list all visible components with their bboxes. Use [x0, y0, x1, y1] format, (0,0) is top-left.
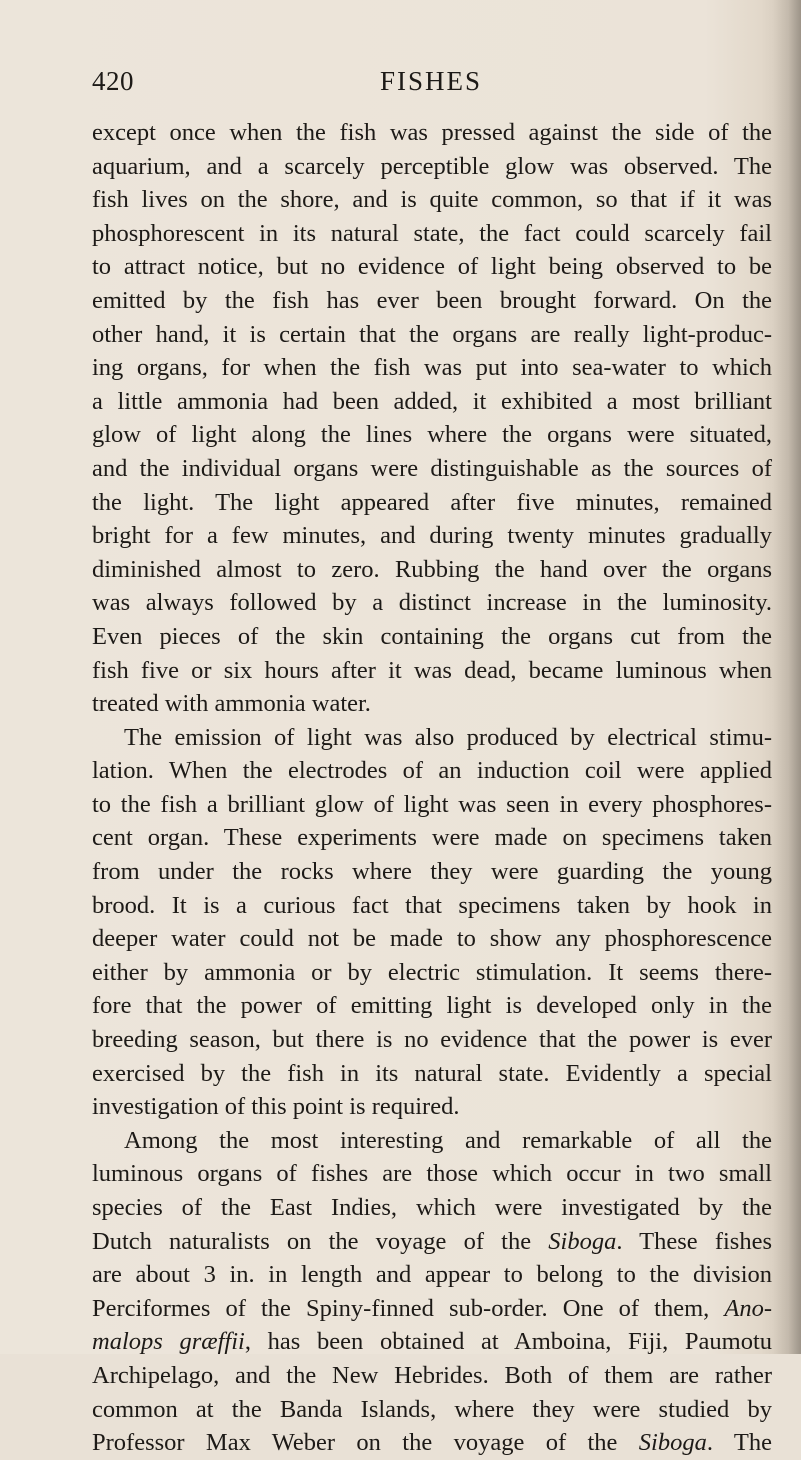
text-line	[92, 1292, 772, 1326]
text-line	[92, 1023, 772, 1057]
text-segment: lation. When the electrodes of an induction coil were applied	[92, 757, 772, 785]
text-segment: fore that the power of emitting light is developed only in the	[92, 992, 772, 1020]
page-header	[0, 66, 801, 106]
text-segment: ing organs, for when the fish was put into sea-water to which	[92, 354, 772, 382]
text-segment: cent organ. These experiments were made on specimens taken	[92, 824, 772, 852]
text-line	[92, 486, 772, 520]
text-line	[92, 1225, 772, 1259]
text-segment: are about 3 in. in length and appear to belong to the division	[92, 1261, 772, 1289]
text-line	[92, 519, 772, 553]
text-line	[92, 721, 772, 755]
text-line	[92, 855, 772, 889]
text-segment: Even pieces of the skin containing the organs cut from the	[92, 622, 772, 650]
text-line	[92, 351, 772, 385]
text-line	[92, 1359, 772, 1393]
text-segment: phosphorescent in its natural state, the fact could scarcely fail	[92, 219, 772, 247]
text-segment: bright for a few minutes, and during twenty minutes gradually	[92, 522, 772, 550]
text-segment: to the fish a brilliant glow of light was seen in every phosphores-	[92, 790, 772, 818]
text-segment: and the individual organs were distinguishable as the sources of	[92, 454, 772, 482]
text-segment: common at the Banda Islands, where they were studied by	[92, 1395, 772, 1423]
text-segment: , has been obtained at Amboina, Fiji, Paumotu	[244, 1328, 772, 1356]
text-segment: The emission of light was also produced by electrical stimu-	[124, 723, 772, 751]
text-line	[92, 1157, 772, 1191]
text-line	[92, 821, 772, 855]
text-line	[92, 956, 772, 990]
text-line	[92, 754, 772, 788]
text-segment: deeper water could not be made to show any phosphorescence	[92, 925, 772, 953]
text-segment: aquarium, and a scarcely perceptible glow was observed. The	[92, 152, 772, 180]
text-line	[92, 1090, 772, 1124]
text-line	[92, 654, 772, 688]
text-segment: fish lives on the shore, and is quite common, so that if it was	[92, 186, 772, 214]
page-number: 420	[92, 66, 134, 96]
text-segment: treated with ammonia water.	[92, 690, 371, 718]
text-segment: except once when the fish was pressed against the side of the	[92, 119, 772, 146]
text-segment: brood. It is a curious fact that specimens taken by hook in	[92, 891, 772, 919]
italic-text: Siboga	[548, 1227, 617, 1255]
text-segment: exercised by the fish in its natural state. Evidently a special	[92, 1059, 772, 1087]
text-line	[92, 318, 772, 352]
text-segment: Dutch naturalists on the voyage of the	[92, 1227, 549, 1255]
text-segment: . These fishes	[616, 1227, 772, 1255]
text-line	[92, 889, 772, 923]
text-line	[92, 989, 772, 1023]
text-segment: glow of light along the lines where the organs were situated,	[92, 421, 772, 449]
text-line	[92, 1325, 772, 1359]
text-line	[92, 788, 772, 822]
text-segment: was always followed by a distinct increase in the luminosity.	[92, 589, 772, 617]
text-line	[92, 418, 772, 452]
text-line	[92, 1426, 772, 1460]
text-line	[92, 620, 772, 654]
text-line	[92, 116, 772, 150]
text-segment: to attract notice, but no evidence of light being observed to be	[92, 253, 772, 281]
text-segment: from under the rocks where they were guarding the young	[92, 858, 772, 886]
italic-text: Ano-	[724, 1294, 772, 1322]
page-edge-shadow	[773, 0, 801, 1354]
text-segment: investigation of this point is required.	[92, 1093, 460, 1121]
text-segment: breeding season, but there is no evidence that the power is ever	[92, 1026, 772, 1054]
text-line	[92, 150, 772, 184]
text-segment: other hand, it is certain that the organs are really light-produc-	[92, 320, 772, 348]
text-line	[92, 553, 772, 587]
text-line	[92, 1258, 772, 1292]
text-segment: diminished almost to zero. Rubbing the hand over the organs	[92, 555, 772, 583]
text-segment: fish five or six hours after it was dead, became luminous when	[92, 656, 772, 684]
text-segment: a little ammonia had been added, it exhibited a most brilliant	[92, 387, 772, 415]
text-line	[92, 385, 772, 419]
text-segment: luminous organs of fishes are those which occur in two small	[92, 1160, 772, 1188]
italic-text: malops græffii	[92, 1328, 245, 1356]
body-text	[92, 116, 772, 1460]
text-segment: Among the most interesting and remarkable of all the	[124, 1126, 772, 1154]
text-segment: species of the East Indies, which were investigated by the	[92, 1194, 772, 1221]
text-segment: Perciformes of the Spiny-finned sub-order. One of them,	[92, 1294, 725, 1322]
text-segment: Archipelago, and the New Hebrides. Both of them are rather	[92, 1361, 772, 1389]
text-segment: . The	[706, 1429, 772, 1457]
text-line	[92, 452, 772, 486]
text-line	[92, 183, 772, 217]
text-line	[92, 586, 772, 620]
text-line	[92, 250, 772, 284]
text-line	[92, 284, 772, 318]
running-head: FISHES	[380, 66, 483, 96]
text-line	[92, 1393, 772, 1427]
text-line	[92, 922, 772, 956]
text-segment: Professor Max Weber on the voyage of the	[92, 1429, 639, 1457]
text-line	[92, 1057, 772, 1091]
italic-text: Siboga	[638, 1429, 707, 1457]
text-segment: the light. The light appeared after five minutes, remained	[92, 488, 772, 516]
text-line	[92, 687, 772, 721]
text-segment: emitted by the fish has ever been brought forward. On the	[92, 286, 772, 314]
text-line	[92, 1191, 772, 1225]
text-segment: either by ammonia or by electric stimulation. It seems there-	[92, 958, 772, 986]
text-line	[92, 217, 772, 251]
text-line	[92, 1124, 772, 1158]
